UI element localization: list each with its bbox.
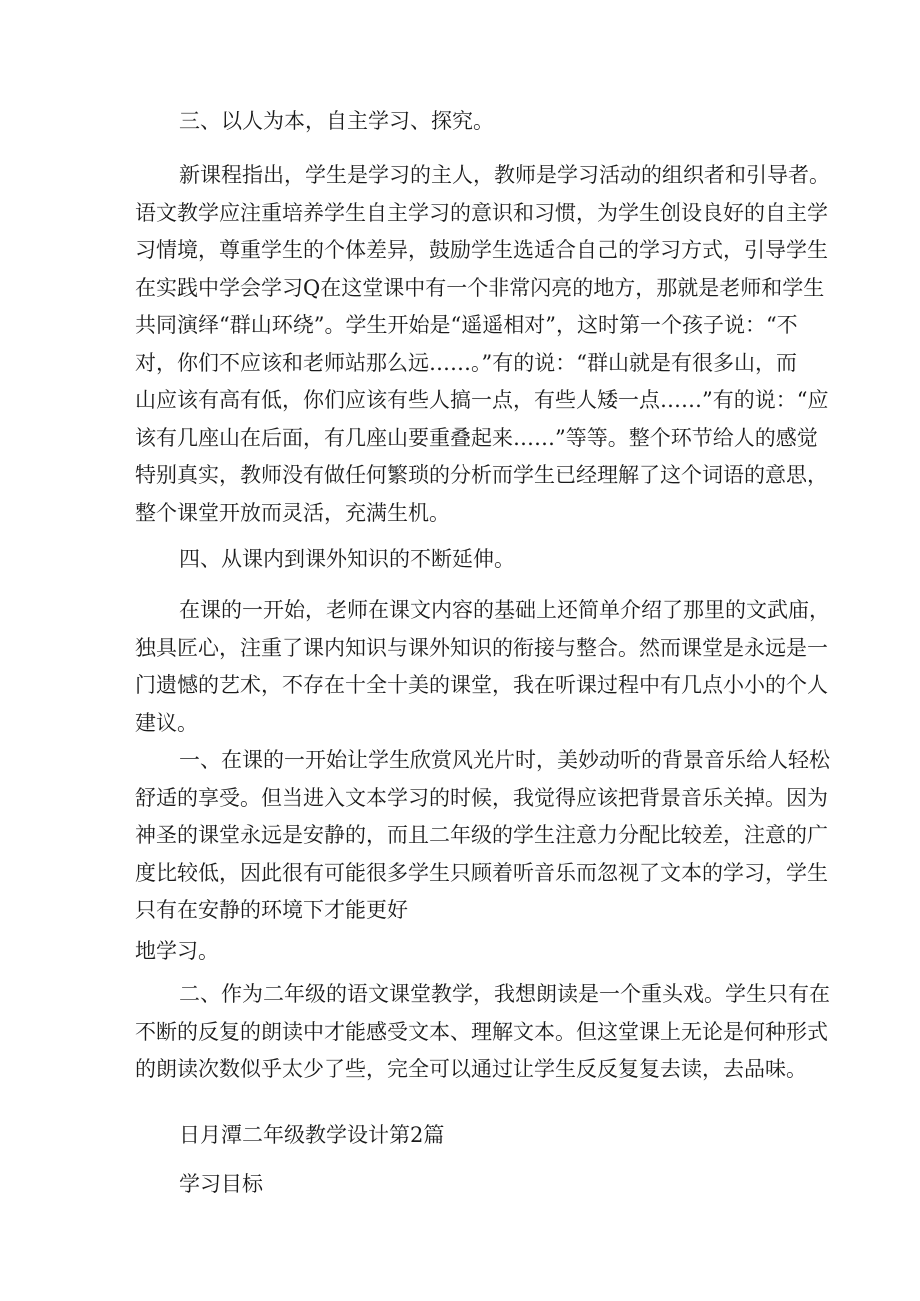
text-line: 舒适的享受。但当进入文本学习的时候，我觉得应该把背景音乐关掉。因为 (135, 785, 828, 810)
text-line: 二、作为二年级的语文课堂教学，我想朗读是一个重头戏。学生只有在 (179, 982, 830, 1006)
text-line: 独具匠心，注重了课内知识与课外知识的衔接与整合。然而课堂是永远是一 (135, 635, 828, 660)
paragraph-3 (135, 742, 830, 930)
text-line: 对，你们不应该和老师站那么远……。”有的说：“群山就是有很多山，而 (135, 350, 797, 375)
part2-title: 日月潭二年级教学设计第2篇 (179, 1123, 445, 1147)
text-line: 新课程指出，学生是学习的主人，教师是学习活动的组织者和引导者。 (179, 163, 830, 187)
text-line: 在实践中学会学习Q在这堂课中有一个非常闪亮的地方，那就是老师和学生 (135, 275, 825, 300)
text-line: 习情境，尊重学生的个体差异，鼓励学生选适合自己的学习方式，引导学生 (135, 238, 828, 262)
text-line: 特别真实，教师没有做任何繁琐的分析而学生已经理解了这个词语的意思， (135, 463, 828, 487)
paragraph-2 (135, 592, 830, 742)
paragraph-1 (135, 157, 830, 532)
text-line: 只有在安静的环境下才能更好 (135, 898, 408, 922)
text-line: 建议。 (135, 710, 198, 735)
paragraph-3-tail: 地学习。 (135, 939, 219, 963)
text-line: 语文教学应注重培养学生自主学习的意识和习惯，为学生创设良好的自主学 (135, 200, 828, 225)
text-line: 度比较低，因此很有可能很多学生只顾着听音乐而忽视了文本的学习，学生 (135, 860, 828, 885)
learning-goals-heading: 学习目标 (179, 1172, 263, 1196)
section-heading-4: 四、从课内到课外知识的不断延伸。 (179, 547, 515, 571)
text-line: 门遗憾的艺术，不存在十全十美的课堂，我在听课过程中有几点小小的个人 (135, 673, 828, 697)
text-line: 该有几座山在后面，有几座山要重叠起来……”等等。整个环节给人的感觉 (135, 425, 818, 450)
text-line: 共同演绎“群山环绕”。学生开始是“遥遥相对”，这时第一个孩子说：“不 (135, 313, 798, 337)
text-line: 的朗读次数似乎太少了些，完全可以通过让学生反反复复去读，去品味。 (135, 1057, 807, 1081)
text-line: 不断的反复的朗读中才能感受文本、理解文本。但这堂课上无论是何种形式 (135, 1019, 828, 1044)
paragraph-4 (135, 976, 830, 1089)
section-heading-3: 三、以人为本，自主学习、探究。 (179, 109, 494, 133)
text-line: 一、在课的一开始让学生欣赏风光片时，美妙动听的背景音乐给人轻松 (179, 748, 830, 772)
text-line: 山应该有高有低，你们应该有些人搞一点，有些人矮一点……”有的说：“应 (135, 388, 829, 412)
text-line: 在课的一开始，老师在课文内容的基础上还简单介绍了那里的文武庙， (179, 598, 830, 622)
text-line: 神圣的课堂永远是安静的，而且二年级的学生注意力分配比较差，注意的广 (135, 823, 828, 847)
text-line: 整个课堂开放而灵活，充满生机。 (135, 500, 450, 525)
